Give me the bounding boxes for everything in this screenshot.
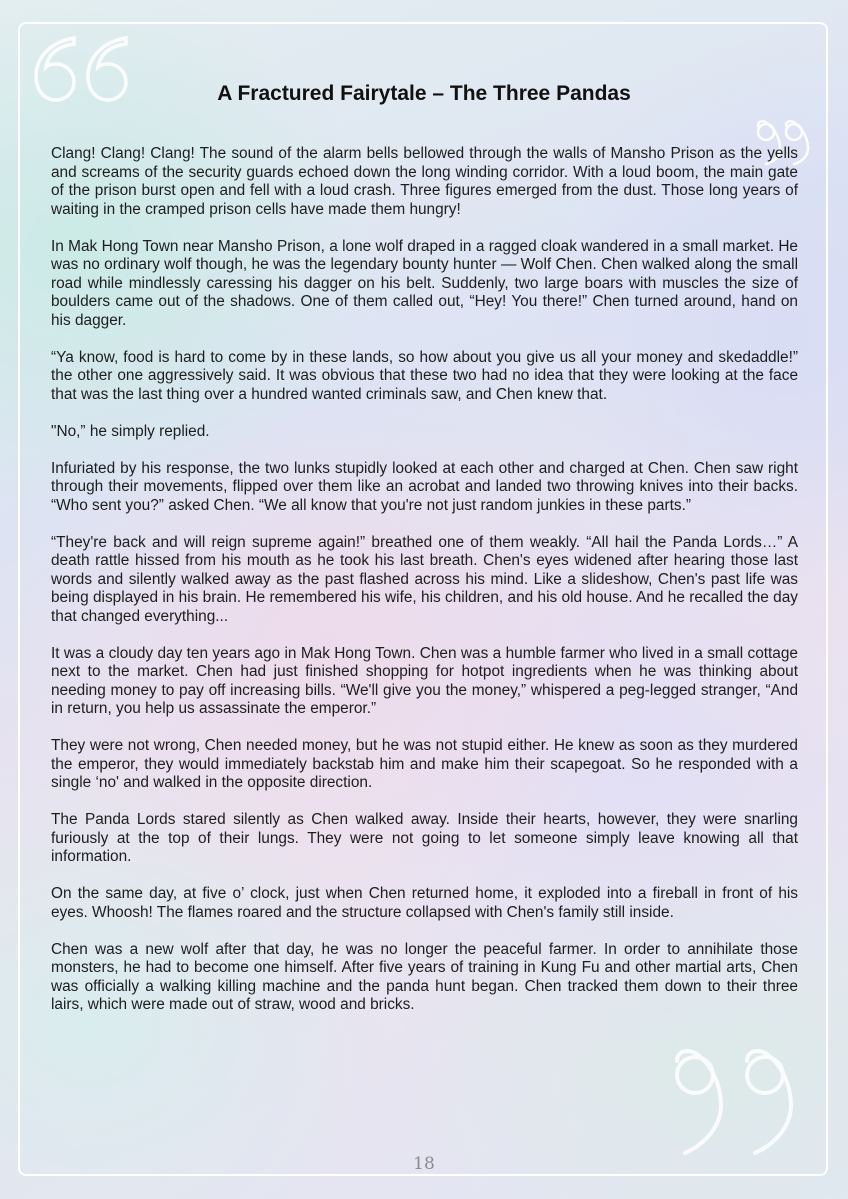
paragraph: “They're back and will reign supreme again!” breathed one of them weakly. “All hail the Panda Lords…” A death rattle hissed from his mouth as he took his last breath. Chen's eyes widened after hearing those last words and silently walked away as the past flashed across his mind. Like a slideshow, Chen's past life was being displayed in his brain. He remembered his wife, his children, and his old house. And he recalled the day that changed everything... (51, 533, 798, 625)
close-quote-icon (665, 1045, 825, 1165)
paragraph: The Panda Lords stared silently as Chen walked away. Inside their hearts, however, they were snarling furiously at the top of their lungs. They were not going to let someone simply leave knowing all that information. (51, 811, 798, 865)
paragraph: It was a cloudy day ten years ago in Mak Hong Town. Chen was a humble farmer who lived in a small cottage next to the market. Chen had just finished shopping for hotpot ingredients when he was thinking about needing money to pay off increasing bills. “We'll give you the money,” whispered a peg-legged stranger, “And in return, you help us assassinate the emperor.” (51, 644, 798, 717)
paragraph: Infuriated by his response, the two lunks stupidly looked at each other and charged at Chen. Chen saw right through their movements, flipped over them like an acrobat and landed two throwing knives into their backs. “Who sent you?” asked Chen. “We all know that you're not just random junkies in these parts.” (51, 459, 798, 514)
paragraph: In Mak Hong Town near Mansho Prison, a lone wolf draped in a ragged cloak wandered in a small market. He was no ordinary wolf though, he was the legendary bounty hunter — Wolf Chen. Chen walked along the small road while mindlessly caressing his dagger on his belt. Suddenly, two large boars with muscles the size of boulders came out of the shadows. One of them called out, “Hey! You there!” Chen turned around, hand on his dagger. (51, 237, 798, 329)
paragraph: "No,” he simply replied. (51, 422, 210, 440)
paragraph: Clang! Clang! Clang! The sound of the alarm bells bellowed through the walls of Mansho Prison as the yells and screams of the security guards echoed down the long winding corridor. With a loud boom, the main gate of the prison burst open and fell with a loud crash. Three figures emerged from the dust. Those long years of waiting in the cramped prison cells have made them hungry! (51, 145, 798, 218)
page-number: 18 (413, 1154, 435, 1174)
paragraph: On the same day, at five o’ clock, just when Chen returned home, it exploded into a fireball in front of his eyes. Whoosh! The flames roared and the structure collapsed with Chen's family still inside. (51, 885, 798, 921)
paragraph: Chen was a new wolf after that day, he was no longer the peaceful farmer. In order to annihilate those monsters, he had to become one himself. After five years of training in Kung Fu and other martial arts, Chen was officially a walking killing machine and the panda hunt began. Chen tracked them down to their three lairs, which were made out of straw, wood and bricks. (51, 940, 798, 1013)
story-body (51, 145, 798, 1033)
paragraph: “Ya know, food is hard to come by in these lands, so how about you give us all your money and skedaddle!” the other one aggressively said. It was obvious that these two had no idea that they were looking at the face that was the last thing over a hundred wanted criminals saw, and Chen knew that. (51, 348, 798, 403)
page-title: A Fractured Fairytale – The Three Pandas (217, 82, 631, 105)
paragraph: They were not wrong, Chen needed money, but he was not stupid either. He knew as soon as they murdered the emperor, they would immediately backstab him and make him their scapegoat. So he responded with a single ‘no' and walked in the opposite direction. (51, 737, 798, 791)
